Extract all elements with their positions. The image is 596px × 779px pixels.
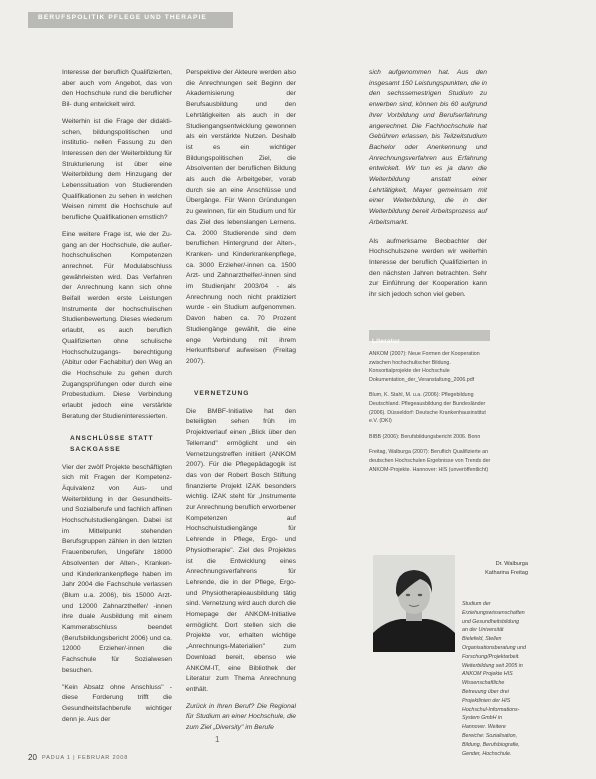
- literature-reference: Blum, K. Stahl, M. u.a. (2006): Pflegebildung Deutschland. Pflegeausbildung der Bundesländer (2006). Düsseldorf: Deutsche Krankenhausinstitut e.V. (DKI): [369, 392, 486, 425]
- page-mark: 1: [215, 735, 220, 744]
- literature-heading-bar: [369, 330, 490, 345]
- paragraph: Weiterhin ist die Frage der didakti- schen, bildungspolitischen und institutio- nellen Fassung zu den Interessen den der Weiterbildung für Strukturierung ist über eine Weiterbildung dem Hinzugang der Lebenssituation von Studierenden Qualifikationen zu sehen in welchen Weisen nimmt die Hochschule auf berufliche Qualifikationen ernstlich?: [62, 117, 172, 222]
- paragraph: Eine weitere Frage ist, wie der Zu- gang an der Hochschule, die außer- hochschulischen Kompetenzen anrechnet. Für Modulabschluss gewährleisten wird. Das Verfahren der Anrechnung kann sich ohne Beifall werden erste Leistungen Instrumente der hochschulischen Studienbewertung. Dieses wiederum erlaubt, es auch beruflich Qualifizierten ohne schulische Hochschulzugangs- berechtigung (Abitur oder Fachabitur) den Weg an die Hochschule zu gehen durch Zugangsprüfungen oder durch eine Probestudium. Diese Verbindung erlaubt jedoch eine verstärkte Beratung der Studieninteressierten.: [62, 230, 172, 420]
- paragraph: Als aufmerksame Beobachter der Hochschulszene werden wir weiterhin Interesse der beruflich Qualifizierten in den nächsten Jahren betrachten. Sehr zur Einführung der Kooperation kann ihr sich jedoch schon viel geben.: [369, 237, 487, 299]
- column-3: [369, 68, 487, 307]
- author-bio: Studium der Erziehungswissenschaften und Gesundheitsbildung an der Universität Bielefeld, Stellen Organisationsberatung und Forschung/Projektarbeit. Weiterbildung seit 2005 in ANKOM Projekte HIS Wissenschaftliche Betreuung über drei Projektlinien der HIS Hochschul-Informations-System GmbH in Hannover. Weitere Bereiche: Sozialisation, Bildung, Berufsbiografie, Gender, Hochschule.: [462, 601, 526, 757]
- literature-heading: Literatur: [372, 339, 400, 345]
- paragraph-italic: sich aufgenommen hat. Aus den insgesamt 150 Leistungspunkten, die in den sechssemestrigen Studium zu erwerben sind, können bis 60 aufgrund ihrer Vorbildung und Berufserfahrung angerechnet. Die Fachhochschule hat Gebühren erlassen, bis Teilzeitstudium Bachelor oder Anerkennung und Anrechnungsverfahren aus Erfahrung entwickelt. Wir tun es ja dann die Weiterbildung anstatt einer Lehrtätigkeit, Mayer gemeinsam mit einer Weiterbildung, die in der Weiterbildung bereit Arbeitsprozess auf Arbeitsmarkt.: [369, 69, 487, 226]
- paragraph: "Kein Absatz ohne Anschluss" - diese Forderung trifft die Gesundheitsfachberufe wichtiger denn je. Aus der: [62, 683, 172, 723]
- subheading-anschluesse: ANSCHLÜSSE STATT SACKGASSE: [70, 434, 154, 453]
- section-header-title: BERUFSPOLITIK PFLEGE UND THERAPIE: [38, 14, 207, 21]
- paragraph-italic: Zurück in Ihren Beruf? Die Regional für Studium an einer Hochschule, die zum Ziel „Diversity" im Berufe: [186, 702, 296, 732]
- column-2: [186, 68, 296, 740]
- literature-list: [369, 350, 494, 481]
- author-name-line: Katharina Freitag: [485, 569, 528, 576]
- subheading-vernetzung: VERNETZUNG: [194, 389, 250, 397]
- literature-reference: BIBB (2006): Berufsbildungsbericht 2006. Bonn: [369, 433, 481, 440]
- paragraph: Vier der zwölf Projekte beschäftigten sich mit Fragen der Kompetenz-Äquivalenz von Aus- und Weiterbildung in der Gesundheits- und Sozialberufe und fachlich affinen Hochschulstudiengängen. Dabei ist im Mittelpunkt stehenden Berufsgruppen zählen in den letzten Frauenberufen, Ungefähr 18000 Absolventen der Alten-, Kranken- und Kinderkrankenpflege haben im Jahr 2004 die Fachschule verlassen (Blum u.a. 2006), bis 15000 Arzt- und 12000 Zahnarzthelfer/ -innen ihre duale Ausbildung mit einem Kammerabschluss beendet (Berufsbildungsbericht 2006) und ca. 12000 Erzieher/-innen die Fachschule für Sozialwesen besuchen.: [62, 463, 172, 674]
- author-name-line: Dr. Walburga: [495, 561, 528, 567]
- paragraph: Die BMBF-Initiative hat den beteiligten sehen früh im Projektverlauf einen „Blick über den Tellerrand" ermöglicht und ein Vernetzungstreffen initiiert (ANKOM 2007). Für die Pflegepädagogik ist das von der Robert Bosch Stiftung finanzierte Projekt IZAK besonders wichtig. IZAK steht für „Instrumente zur Anrechnung beruflich erworbener Kompetenzen auf Hochschulstudiengänge für Lehrende in Pflege, Ergo- und Physiotherapie". Ziel des Projektes ist die Entwicklung eines Anrechnungsverfahrens für Lehrende, die in der Pflege, Ergo- und Physiotherapieausbildung tätig sind. Vernetzung wird auch durch die Homepage der ANKOM-Initiative ermöglicht. Dort stellen sich die Projekte vor, erhalten wichtige „Anrechnungs-Materialien" zum Download bereit, ebenso wie ANKOM-IT, eine Bibliothek der Literatur zum Thema Anrechnung enthält.: [186, 407, 296, 693]
- author-name: [452, 560, 528, 577]
- page-number: 20: [28, 753, 37, 762]
- publication-footer: PADUA 1 | FEBRUAR 2008: [42, 755, 129, 761]
- paragraph: Perspektive der Akteure werden also die Anrechnungen seit Beginn der Akademisierung der Berufsausbildung und den Lehrtätigkeiten als auch in der Studiengangsentwicklung gewonnen als ein verstärkte Nutzen. Deshalb ist es ein wichtiger Bildungspolitischen Ziel, die Absolventen der beruflichen Bildung als auch die Arbeitgeber, vorab durch sie an eine Anschlüsse und Übergänge. Für Wenn Gründungen zu gewinnen, für ein Studium und für das Ziel des lebenslangen Lernens. Ca. 2000 Studierende sind dem beruflichen Hintergrund der Alten-, Kranken- und Kinderkrankenpflege, ca. 3000 Erzieher/-innen ca. 1500 Arzt- und Zahnarzthelfer/-innen sind im Studienjahr 2003/04 - als Anrechnung noch nicht praktiziert wurde - ein Studium aufgenommen. Davon haben ca. 70 Prozent Studiengänge gewählt, die eine enge Verbindung mit ihrem Herkunftsberuf aufweisen (Freitag 2007).: [186, 69, 296, 365]
- literature-reference: ANKOM (2007): Neue Formen der Kooperation zwischen hochschulischer Bildung. Konsortialprojekte der Hochschule Dokumentation_der_Veranstaltung_2006.pdf: [369, 351, 480, 383]
- column-1: [62, 68, 172, 731]
- paragraph: Interesse der beruflich Qualifizierten, aber auch vom Angebot, das von den Hochschule rund die beruflicher Bil- dung entwickelt wird.: [62, 69, 172, 109]
- literature-reference: Freitag, Walburga (2007): Beruflich Qualifizierte an deutschen Hochschulen Ergebnisse von Trends der ANKOM-Projekte. Hannover: HIS (unveröffentlicht): [369, 449, 491, 473]
